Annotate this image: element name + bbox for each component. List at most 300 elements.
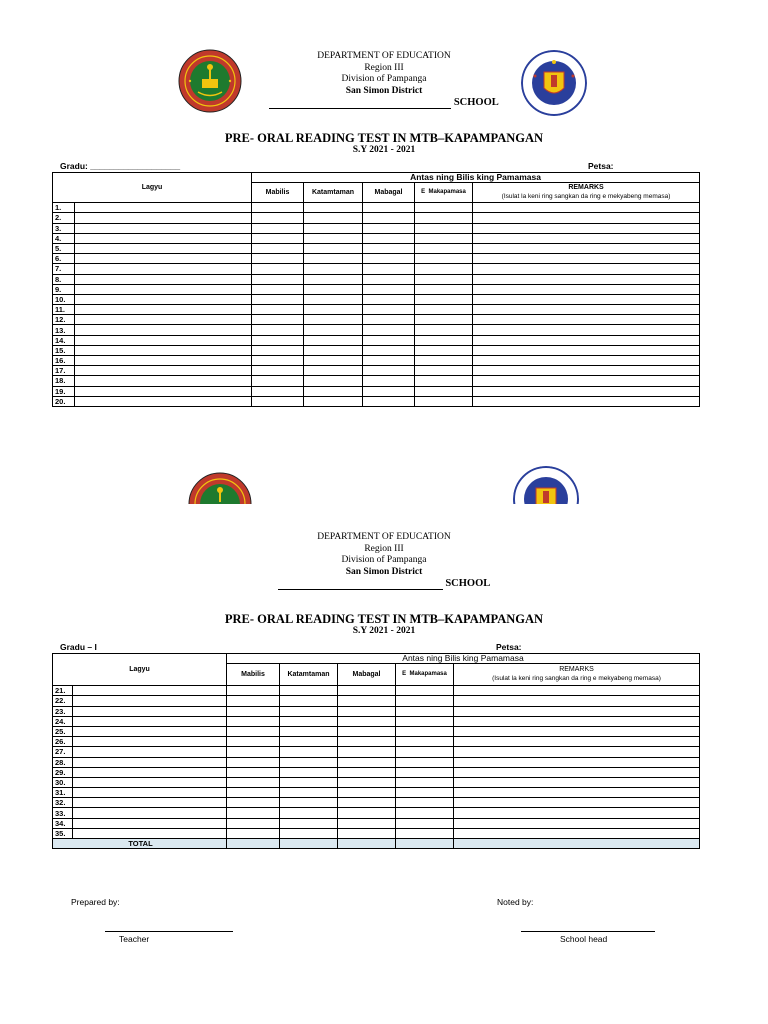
row-number: 14.: [53, 335, 75, 345]
table-row: [53, 396, 700, 406]
table-cell: [252, 376, 304, 386]
header-cannot-read-2: E Makapamasa: [396, 664, 454, 686]
table-cell: [304, 203, 363, 213]
sheet2-grade-label: Gradu – I: [60, 642, 97, 652]
table-cell: [363, 386, 415, 396]
table-cell: [75, 396, 252, 406]
table-cell: [363, 335, 415, 345]
table-row: [53, 686, 700, 696]
table-cell: [415, 284, 473, 294]
table-cell: [415, 264, 473, 274]
row-number: 30.: [53, 777, 73, 787]
table-cell: [338, 696, 396, 706]
table-cell: [75, 376, 252, 386]
table-cell: [75, 325, 252, 335]
table-cell: [252, 294, 304, 304]
header-group: Antas ning Bilis king Pamamasa: [252, 173, 700, 183]
table-cell: [363, 376, 415, 386]
table-cell: [473, 203, 700, 213]
table-cell: [252, 305, 304, 315]
row-number: 13.: [53, 325, 75, 335]
row-number: 11.: [53, 305, 75, 315]
table-row: [53, 274, 700, 284]
school-head-label: School head: [560, 934, 608, 944]
table-cell: [280, 716, 338, 726]
table-cell: [396, 828, 454, 838]
row-number: 29.: [53, 767, 73, 777]
header-moderate: Katamtaman: [304, 183, 363, 203]
table-cell: [338, 818, 396, 828]
table-cell: [338, 808, 396, 818]
header-cannot-read: E Makapamasa: [415, 183, 473, 203]
table-cell: [415, 386, 473, 396]
table-cell: [454, 686, 700, 696]
table-cell: [454, 696, 700, 706]
row-number: 26.: [53, 737, 73, 747]
table-cell: [338, 828, 396, 838]
row-number: 7.: [53, 264, 75, 274]
sheet2-date-label: Petsa:: [496, 642, 522, 652]
table-cell: [415, 356, 473, 366]
table-cell: [363, 274, 415, 284]
table-cell: [454, 788, 700, 798]
table-cell: [252, 335, 304, 345]
table-row: [53, 777, 700, 787]
row-number: 6.: [53, 254, 75, 264]
table-cell: [75, 233, 252, 243]
row-number: 34.: [53, 818, 73, 828]
table-cell: [75, 223, 252, 233]
table-cell: [280, 777, 338, 787]
table-cell: [396, 818, 454, 828]
table-cell: [73, 706, 227, 716]
total-row: [53, 839, 700, 849]
table-cell: [338, 757, 396, 767]
table-cell: [473, 254, 700, 264]
table-row: [53, 233, 700, 243]
table-cell: [415, 223, 473, 233]
table-cell: [280, 686, 338, 696]
table-cell: [396, 706, 454, 716]
table-cell: [454, 798, 700, 808]
table-cell: [415, 203, 473, 213]
table-cell: [473, 345, 700, 355]
header-remarks: REMARKS (Isulat la keni ring sangkan da ring e mekyabeng memasa): [473, 183, 700, 203]
reading-table-1: [52, 172, 700, 407]
table-cell: [338, 706, 396, 716]
table-cell: [415, 315, 473, 325]
table-cell: [473, 233, 700, 243]
table-row: [53, 828, 700, 838]
row-number: 24.: [53, 716, 73, 726]
table-cell: [73, 747, 227, 757]
row-number: 12.: [53, 315, 75, 325]
table-row: [53, 757, 700, 767]
total-cell: [396, 839, 454, 849]
row-number: 28.: [53, 757, 73, 767]
table-cell: [396, 696, 454, 706]
table-cell: [473, 386, 700, 396]
table-cell: [338, 777, 396, 787]
table-cell: [75, 203, 252, 213]
table-cell: [454, 828, 700, 838]
table-row: [53, 376, 700, 386]
table-row: [53, 737, 700, 747]
table-cell: [473, 213, 700, 223]
noted-by-label: Noted by:: [497, 897, 534, 907]
table-cell: [415, 274, 473, 284]
total-label: TOTAL: [53, 839, 227, 849]
table-row: [53, 243, 700, 253]
row-number: 16.: [53, 356, 75, 366]
row-number: 8.: [53, 274, 75, 284]
table-row: [53, 213, 700, 223]
row-number: 25.: [53, 726, 73, 736]
school-label: SCHOOL: [453, 97, 499, 108]
table-row: [53, 223, 700, 233]
table-row: [53, 203, 700, 213]
table-cell: [454, 706, 700, 716]
table-cell: [304, 254, 363, 264]
table-cell: [473, 264, 700, 274]
table-cell: [227, 726, 280, 736]
table-cell: [473, 356, 700, 366]
school-name-line-2: [278, 589, 443, 590]
table-cell: [304, 294, 363, 304]
deped-seal-logo-2: [513, 466, 579, 504]
table-cell: [415, 294, 473, 304]
sheet2-title: PRE- ORAL READING TEST IN MTB–KAPAMPANGAN: [224, 612, 544, 626]
table-cell: [75, 284, 252, 294]
table-cell: [473, 335, 700, 345]
table-cell: [363, 294, 415, 304]
table-cell: [473, 294, 700, 304]
sheet2-school-year: S.Y 2021 - 2021: [352, 626, 416, 636]
table-cell: [415, 305, 473, 315]
table-cell: [75, 386, 252, 396]
table-cell: [415, 345, 473, 355]
row-number: 2.: [53, 213, 75, 223]
table-cell: [304, 264, 363, 274]
table-cell: [252, 254, 304, 264]
table-cell: [363, 284, 415, 294]
table-cell: [280, 798, 338, 808]
header-fast-2: Mabilis: [227, 664, 280, 686]
table-cell: [73, 828, 227, 838]
table-cell: [252, 223, 304, 233]
table-cell: [363, 315, 415, 325]
table-row: [53, 294, 700, 304]
table-cell: [396, 747, 454, 757]
table-cell: [473, 315, 700, 325]
table-cell: [227, 706, 280, 716]
row-number: 5.: [53, 243, 75, 253]
division-name-2: Division of Pampanga: [341, 555, 427, 565]
table-cell: [304, 366, 363, 376]
table-cell: [304, 305, 363, 315]
table-cell: [227, 818, 280, 828]
table-cell: [363, 223, 415, 233]
reading-table-2: [52, 653, 700, 849]
table-cell: [252, 366, 304, 376]
table-cell: [227, 788, 280, 798]
table-cell: [363, 203, 415, 213]
total-cell: [338, 839, 396, 849]
table-cell: [304, 315, 363, 325]
table-cell: [396, 788, 454, 798]
table-cell: [396, 767, 454, 777]
row-number: 32.: [53, 798, 73, 808]
table-cell: [338, 767, 396, 777]
table-cell: [304, 376, 363, 386]
table-row: [53, 284, 700, 294]
table-cell: [363, 254, 415, 264]
prepared-by-label: Prepared by:: [71, 897, 120, 907]
table-cell: [304, 274, 363, 284]
table-cell: [75, 366, 252, 376]
table-cell: [363, 243, 415, 253]
table-cell: [415, 243, 473, 253]
table-cell: [304, 325, 363, 335]
table-cell: [75, 243, 252, 253]
table-cell: [363, 325, 415, 335]
table-cell: [252, 213, 304, 223]
table-row: [53, 264, 700, 274]
table-cell: [473, 366, 700, 376]
table-row: [53, 818, 700, 828]
table-cell: [415, 335, 473, 345]
table-cell: [396, 757, 454, 767]
table-cell: [252, 284, 304, 294]
table-cell: [73, 757, 227, 767]
row-number: 21.: [53, 686, 73, 696]
table-cell: [280, 696, 338, 706]
region-name-2: Region III: [364, 543, 404, 554]
table-cell: [280, 828, 338, 838]
total-cell: [454, 839, 700, 849]
total-cell: [227, 839, 280, 849]
table-cell: [252, 356, 304, 366]
table-cell: [227, 767, 280, 777]
table-cell: [252, 386, 304, 396]
row-number: 27.: [53, 747, 73, 757]
table-cell: [415, 366, 473, 376]
row-number: 35.: [53, 828, 73, 838]
division-name: Division of Pampanga: [341, 74, 427, 84]
table-cell: [73, 818, 227, 828]
header-remarks-2: REMARKS (Isulat la keni ring sangkan da ring e mekyabeng memasa): [454, 664, 700, 686]
header-group-2: Antas ning Bilis king Pamamasa: [227, 654, 700, 664]
table-cell: [280, 788, 338, 798]
district-name-2: San Simon District: [345, 566, 423, 577]
table-cell: [415, 213, 473, 223]
row-number: 20.: [53, 396, 75, 406]
table-cell: [252, 345, 304, 355]
table-cell: [280, 747, 338, 757]
table-cell: [252, 315, 304, 325]
row-number: 19.: [53, 386, 75, 396]
table-cell: [396, 777, 454, 787]
table-row: [53, 808, 700, 818]
table-cell: [363, 233, 415, 243]
table-cell: [73, 777, 227, 787]
table-cell: [73, 788, 227, 798]
table-cell: [363, 345, 415, 355]
table-cell: [338, 747, 396, 757]
table-cell: [75, 264, 252, 274]
table-cell: [454, 818, 700, 828]
table-row: [53, 366, 700, 376]
table-cell: [227, 716, 280, 726]
table-cell: [473, 243, 700, 253]
table-cell: [338, 788, 396, 798]
table-cell: [363, 356, 415, 366]
table-cell: [75, 345, 252, 355]
table-cell: [304, 233, 363, 243]
row-number: 23.: [53, 706, 73, 716]
sheet1-grade-label: Gradu: ___________________: [60, 161, 181, 171]
school-name-line: [269, 108, 451, 109]
row-number: 9.: [53, 284, 75, 294]
table-cell: [227, 808, 280, 818]
table-cell: [473, 274, 700, 284]
row-number: 1.: [53, 203, 75, 213]
table-cell: [473, 396, 700, 406]
table-cell: [75, 305, 252, 315]
table-row: [53, 788, 700, 798]
table-cell: [73, 808, 227, 818]
table-cell: [73, 767, 227, 777]
header-moderate-2: Katamtaman: [280, 664, 338, 686]
row-number: 17.: [53, 366, 75, 376]
table-cell: [304, 396, 363, 406]
table-cell: [304, 213, 363, 223]
table-cell: [280, 818, 338, 828]
row-number: 22.: [53, 696, 73, 706]
table-cell: [227, 798, 280, 808]
row-number: 3.: [53, 223, 75, 233]
table-cell: [338, 798, 396, 808]
table-cell: [227, 686, 280, 696]
table-cell: [363, 366, 415, 376]
table-cell: [338, 726, 396, 736]
school-label-2: SCHOOL: [445, 578, 491, 589]
table-cell: [280, 767, 338, 777]
row-number: 31.: [53, 788, 73, 798]
table-cell: [415, 396, 473, 406]
table-cell: [73, 726, 227, 736]
table-cell: [454, 716, 700, 726]
row-number: 18.: [53, 376, 75, 386]
table-row: [53, 706, 700, 716]
table-cell: [75, 254, 252, 264]
table-cell: [280, 757, 338, 767]
region-name: Region III: [364, 62, 404, 73]
district-seal-logo: [178, 49, 242, 113]
table-cell: [304, 345, 363, 355]
table-cell: [363, 213, 415, 223]
row-number: 10.: [53, 294, 75, 304]
table-cell: [75, 315, 252, 325]
table-cell: [75, 213, 252, 223]
table-cell: [396, 798, 454, 808]
table-cell: [73, 798, 227, 808]
table-cell: [227, 757, 280, 767]
header-name: Lagyu: [53, 173, 252, 203]
table-cell: [454, 726, 700, 736]
table-cell: [304, 223, 363, 233]
table-cell: [338, 686, 396, 696]
table-cell: [73, 737, 227, 747]
table-row: [53, 726, 700, 736]
table-cell: [227, 696, 280, 706]
table-row: [53, 335, 700, 345]
header-slow-2: Mabagal: [338, 664, 396, 686]
header-slow: Mabagal: [363, 183, 415, 203]
table-cell: [252, 243, 304, 253]
table-cell: [252, 233, 304, 243]
table-cell: [473, 284, 700, 294]
sheet1-school-year: S.Y 2021 - 2021: [352, 145, 416, 155]
table-cell: [454, 737, 700, 747]
sheet1-title: PRE- ORAL READING TEST IN MTB–KAPAMPANGAN: [224, 131, 544, 145]
table-cell: [304, 243, 363, 253]
teacher-label: Teacher: [119, 934, 150, 944]
table-cell: [75, 356, 252, 366]
table-cell: [415, 376, 473, 386]
table-cell: [363, 305, 415, 315]
table-cell: [73, 686, 227, 696]
row-number: 15.: [53, 345, 75, 355]
table-cell: [415, 254, 473, 264]
teacher-signature-line: [105, 931, 233, 932]
table-row: [53, 696, 700, 706]
table-row: [53, 767, 700, 777]
table-row: [53, 386, 700, 396]
table-cell: [75, 335, 252, 345]
table-cell: [280, 706, 338, 716]
table-cell: [473, 305, 700, 315]
table-cell: [75, 294, 252, 304]
table-row: [53, 305, 700, 315]
table-cell: [363, 396, 415, 406]
table-cell: [473, 223, 700, 233]
table-cell: [415, 325, 473, 335]
table-cell: [280, 808, 338, 818]
table-cell: [227, 737, 280, 747]
table-cell: [304, 386, 363, 396]
header-fast: Mabilis: [252, 183, 304, 203]
table-cell: [227, 828, 280, 838]
table-cell: [252, 325, 304, 335]
table-cell: [396, 808, 454, 818]
table-cell: [304, 335, 363, 345]
table-cell: [396, 737, 454, 747]
table-cell: [396, 726, 454, 736]
table-cell: [396, 686, 454, 696]
table-cell: [473, 325, 700, 335]
district-seal-logo-2: [188, 472, 252, 504]
table-row: [53, 254, 700, 264]
table-cell: [280, 726, 338, 736]
table-cell: [73, 716, 227, 726]
table-row: [53, 325, 700, 335]
department-name-2: DEPARTMENT OF EDUCATION: [317, 532, 451, 542]
table-cell: [304, 356, 363, 366]
table-row: [53, 747, 700, 757]
letterhead-2: [234, 532, 534, 590]
table-cell: [363, 264, 415, 274]
